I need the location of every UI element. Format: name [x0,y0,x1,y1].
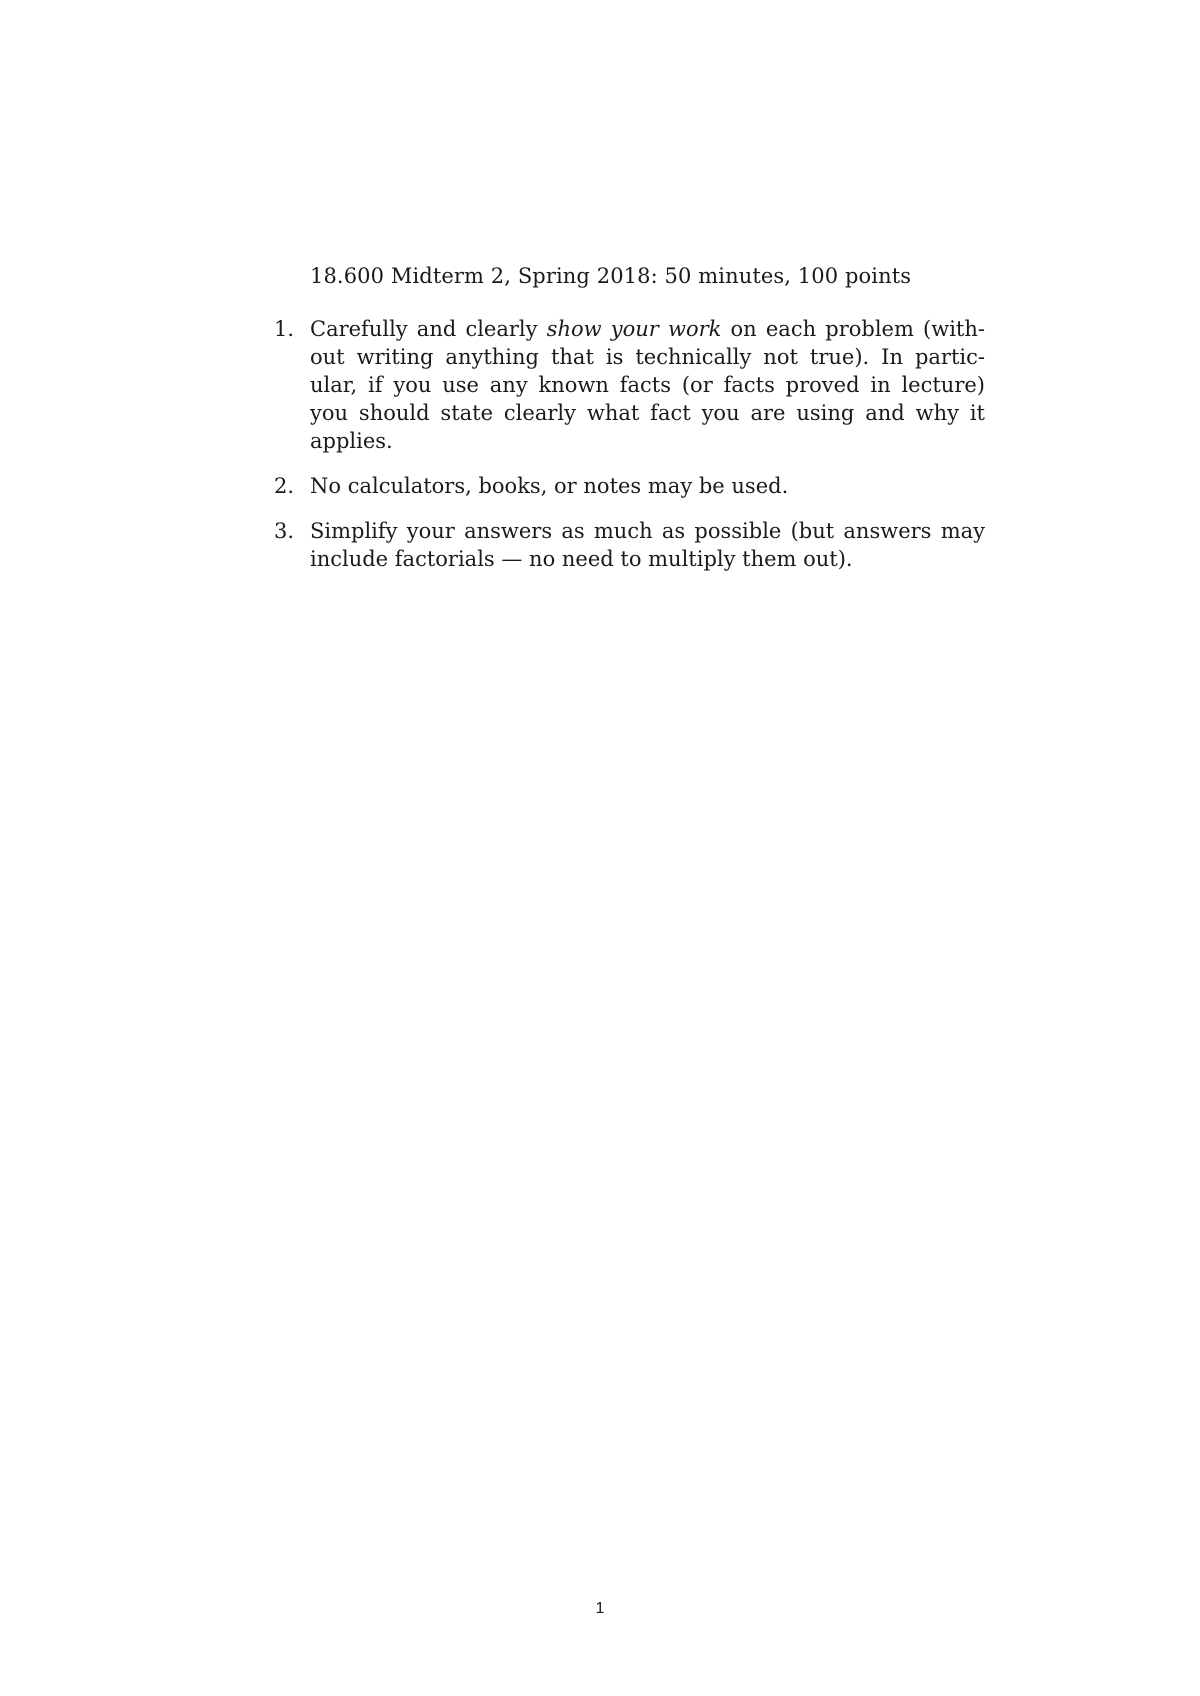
instruction-item-2 [270,472,985,500]
exam-title: 18.600 Midterm 2, Spring 2018: 50 minutes, 100 points [310,264,912,288]
instruction-emphasis: show your work [546,317,722,341]
page-number: 1 [595,1600,605,1617]
instruction-line: applies. [310,429,393,453]
instruction-text: Carefully and clearly [310,317,547,341]
instruction-line: ular, if you use any known facts (or facts proved in lecture) [310,373,985,397]
instruction-line: include factorials — no need to multiply them out). [310,547,853,571]
instruction-item-1 [270,315,985,455]
instruction-line [310,315,985,343]
instructions-list [270,315,985,590]
instruction-line: Simplify your answers as much as possible (but answers may [310,519,985,543]
instruction-line: you should state clearly what fact you are using and why it [310,401,985,425]
instruction-line: No calculators, books, or notes may be used. [310,474,789,498]
instruction-number: 3. [274,519,295,543]
instruction-text: on each problem (with- [721,317,985,341]
instruction-item-3 [270,517,985,573]
instruction-number: 2. [274,474,295,498]
instruction-line: out writing anything that is technically not true). In partic- [310,345,985,369]
instruction-number: 1. [274,317,295,341]
